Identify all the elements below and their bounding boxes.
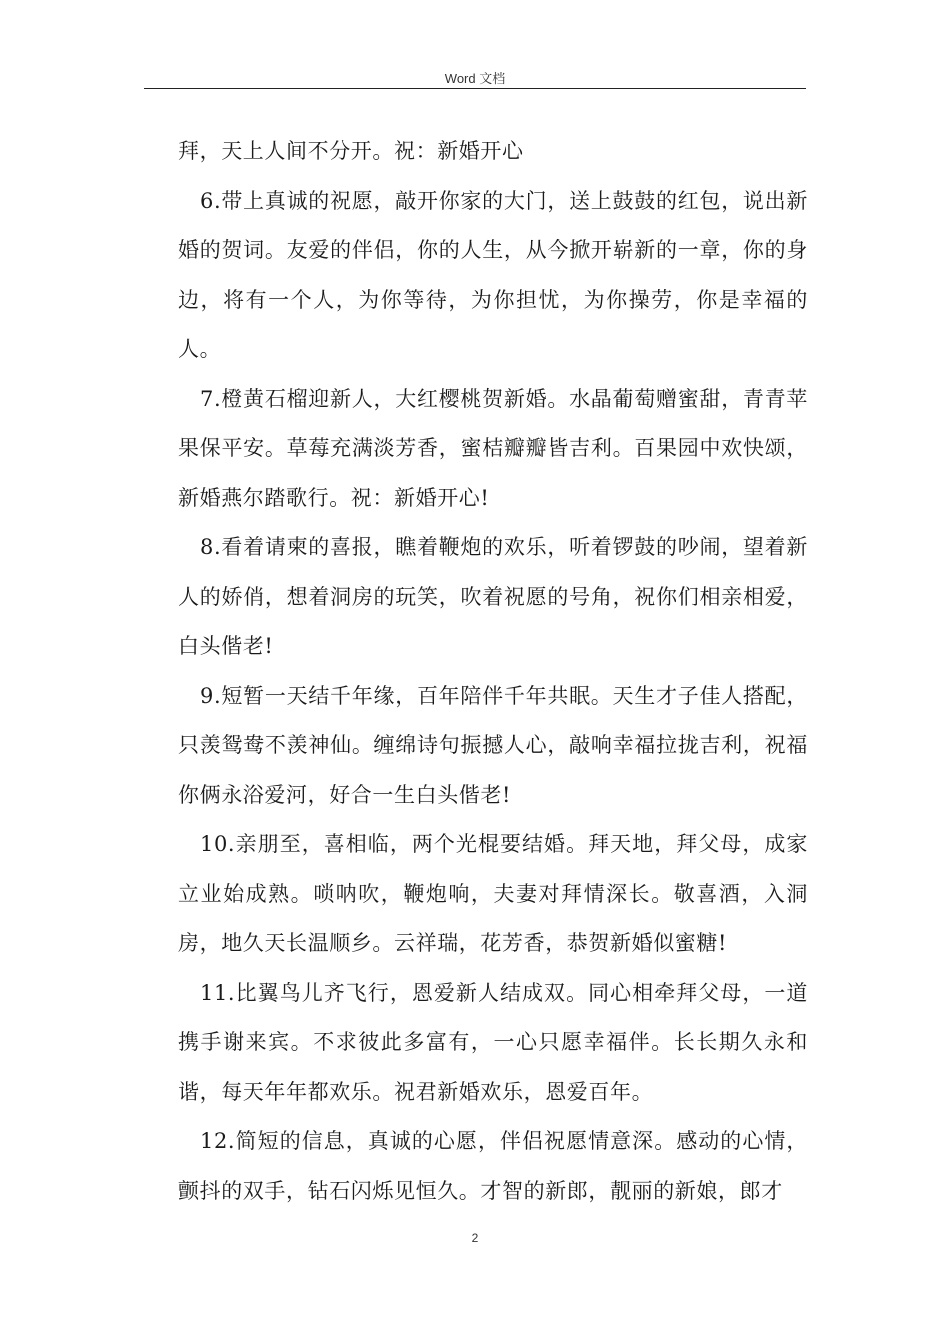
paragraph-12: 12.简短的信息，真诚的心愿，伴侣祝愿情意深。感动的心情，颤抖的双手，钻石闪烁见恒久。才智的新郎，靓丽的新娘，郎才 [178, 1129, 808, 1203]
paragraph-9: 9.短暂一天结千年缘，百年陪伴千年共眠。天生才子佳人搭配，只羡鸳鸯不羡神仙。缠绵诗句振撼人心，敲响幸福拉拢吉利，祝福你俩永浴爱河，好合一生白头偕老! [178, 683, 808, 807]
paragraph-7: 7.橙黄石榴迎新人，大红樱桃贺新婚。水晶葡萄赠蜜甜，青青苹果保平安。草莓充满淡芳香，蜜桔瓣瓣皆吉利。百果园中欢快颂，新婚燕尔踏歌行。祝：新婚开心! [178, 386, 808, 510]
header-divider [144, 88, 806, 89]
paragraph-10: 10.亲朋至，喜相临，两个光棍要结婚。拜天地，拜父母，成家立业始成熟。唢呐吹，鞭炮响，夫妻对拜情深长。敬喜酒，入洞房，地久天长温顺乡。云祥瑞，花芳香，恭贺新婚似蜜糖! [178, 832, 808, 955]
paragraph-8: 8.看着请柬的喜报，瞧着鞭炮的欢乐，听着锣鼓的吵闹，望着新人的娇俏，想着洞房的玩笑，吹着祝愿的号角，祝你们相亲相爱，白头偕老! [178, 535, 808, 658]
page-number: 2 [471, 1231, 479, 1245]
document-header: Word 文档 [444, 71, 506, 86]
paragraph-11: 11.比翼鸟儿齐飞行，恩爱新人结成双。同心相牵拜父母，一道携手谢来宾。不求彼此多富有，一心只愿幸福伴。长长期久永和谐，每天年年都欢乐。祝君新婚欢乐，恩爱百年。 [178, 980, 808, 1104]
continuation-paragraph: 拜，天上人间不分开。祝：新婚开心 [178, 139, 524, 163]
document-body [178, 127, 808, 1216]
paragraph-6: 6.带上真诚的祝愿，敲开你家的大门，送上鼓鼓的红包，说出新婚的贺词。友爱的伴侣，你的人生，从今掀开崭新的一章，你的身边，将有一个人，为你等待，为你担忧，为你操劳，你是幸福的人。 [178, 188, 808, 361]
